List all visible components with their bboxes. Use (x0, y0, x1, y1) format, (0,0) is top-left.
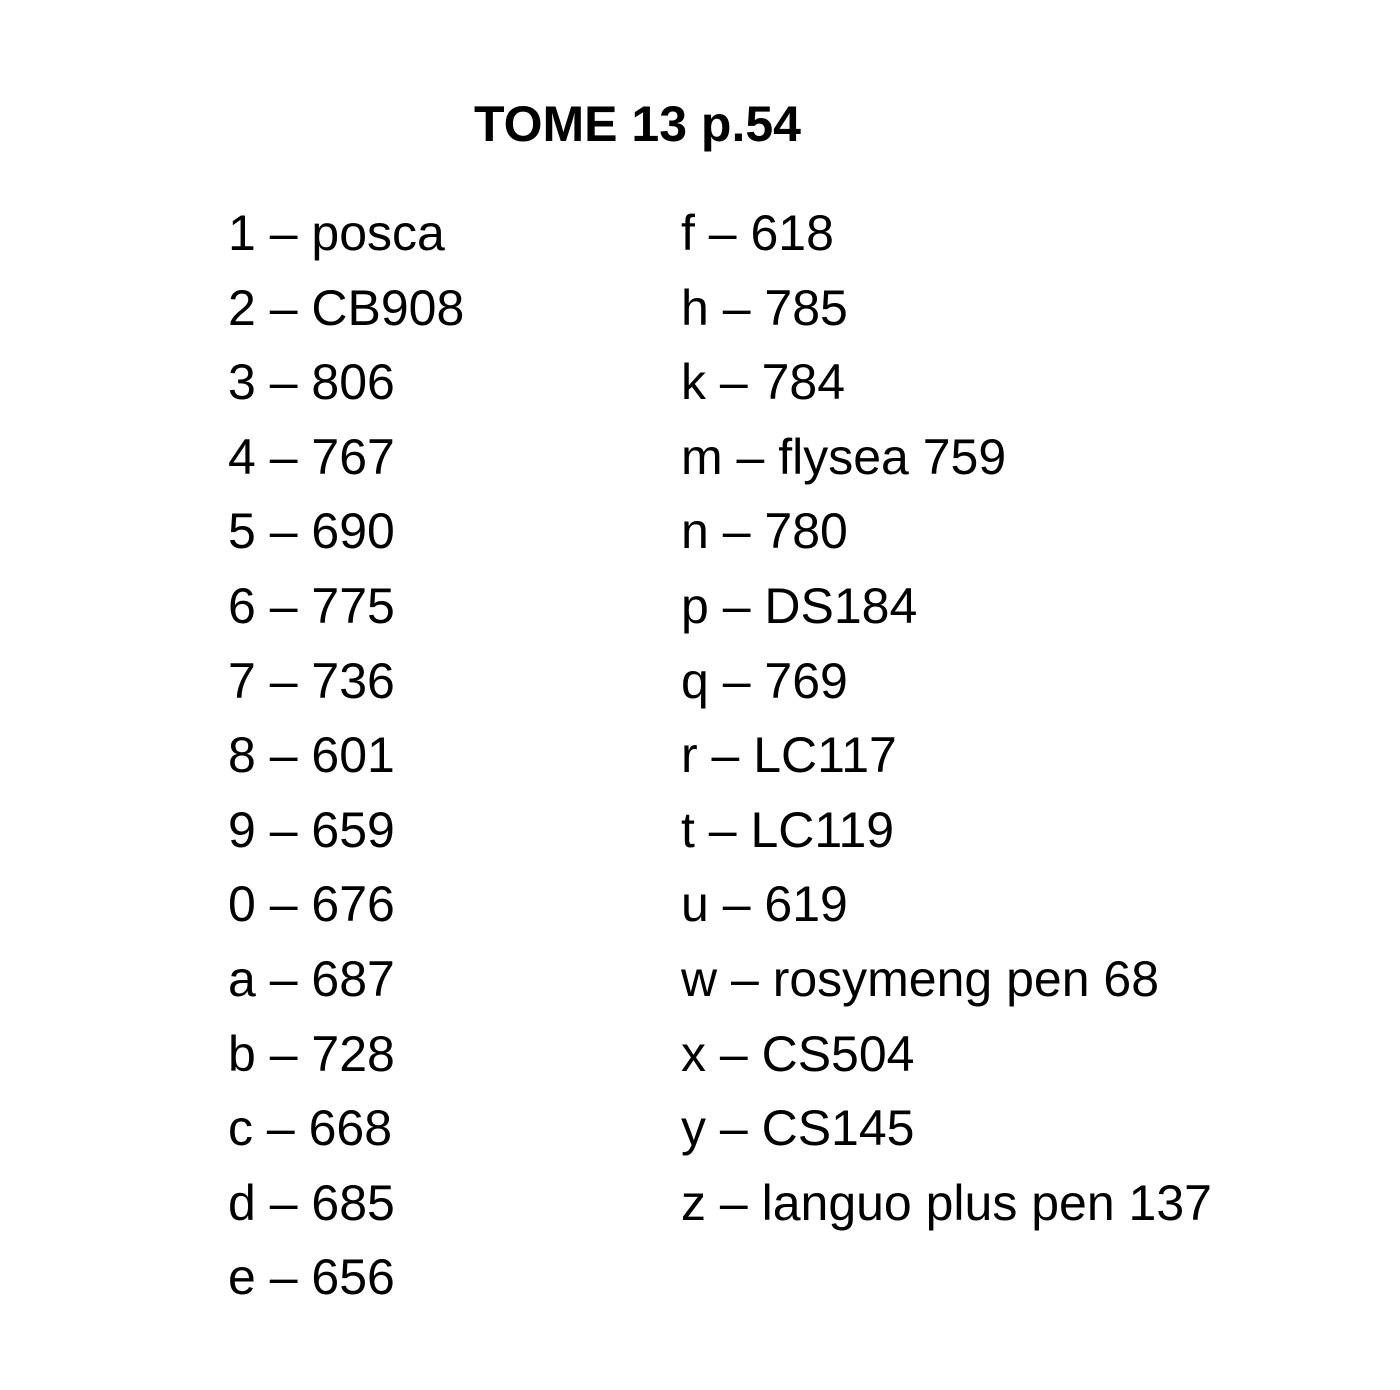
list-item: 6 – 775 (228, 577, 395, 634)
list-item: f – 618 (681, 205, 834, 261)
list-item: z – languo plus pen 137 (681, 1174, 1212, 1231)
list-item: d – 685 (228, 1174, 395, 1231)
right-column-list (681, 196, 1212, 1240)
list-item: k – 784 (681, 354, 846, 411)
list-item: p – DS184 (681, 577, 918, 634)
list-item: 5 – 690 (228, 503, 395, 560)
list-item: w – rosymeng pen 68 (681, 950, 1160, 1007)
list-item: 9 – 659 (228, 801, 395, 858)
list-item: 8 – 601 (228, 727, 395, 784)
page-title: TOME 13 p.54 (474, 96, 801, 152)
list-item: q – 769 (681, 652, 848, 709)
list-item: a – 687 (228, 950, 395, 1007)
list-item: r – LC117 (681, 727, 897, 784)
left-column-list (228, 196, 464, 1315)
list-item: 0 – 676 (228, 876, 395, 933)
list-item: m – flysea 759 (681, 428, 1007, 485)
list-item: c – 668 (228, 1100, 393, 1157)
list-item: 1 – posca (228, 205, 445, 261)
list-item: y – CS145 (681, 1100, 915, 1157)
list-item: 3 – 806 (228, 354, 395, 411)
list-item: b – 728 (228, 1025, 395, 1082)
list-item: u – 619 (681, 876, 848, 933)
list-item: 7 – 736 (228, 652, 395, 709)
list-item: e – 656 (228, 1249, 395, 1306)
list-item: x – CS504 (681, 1025, 915, 1082)
list-item: 2 – CB908 (228, 279, 465, 336)
list-item: t – LC119 (681, 801, 895, 858)
list-item: h – 785 (681, 279, 848, 336)
list-item: 4 – 767 (228, 428, 395, 485)
list-item: n – 780 (681, 503, 848, 560)
